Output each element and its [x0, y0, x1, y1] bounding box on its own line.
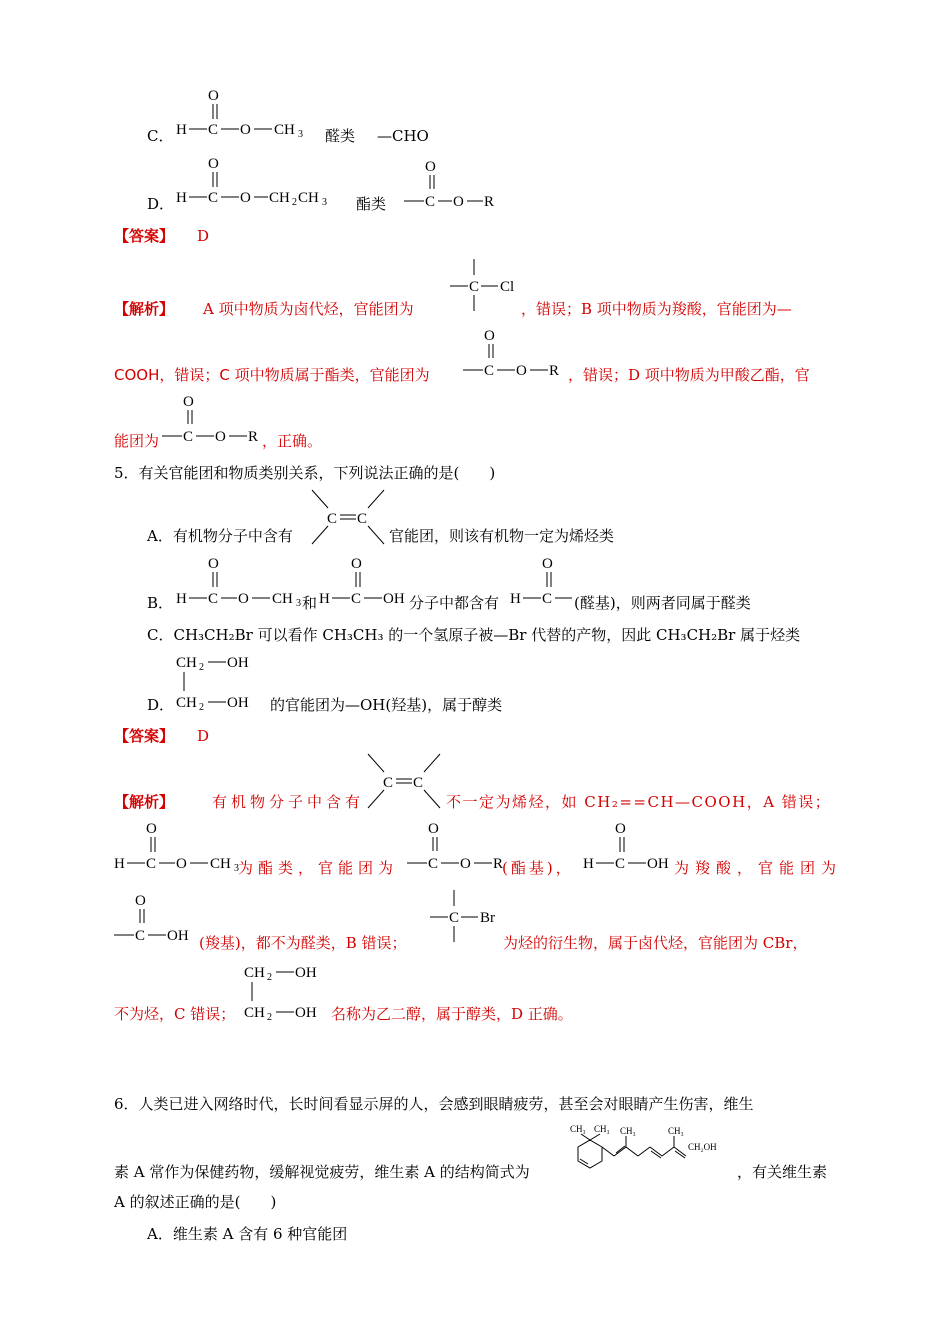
svg-text:CH: CH — [244, 1005, 265, 1021]
ester-group-formula — [404, 159, 504, 215]
analysis-text: 有机物分子中含有 — [212, 793, 365, 811]
svg-text:OH: OH — [227, 695, 249, 711]
svg-text:O: O — [615, 821, 626, 837]
svg-text:C: C — [615, 856, 626, 872]
svg-text:C: C — [357, 511, 368, 527]
haloalkane-group-formula — [450, 259, 530, 315]
svg-text:O: O — [208, 556, 219, 572]
svg-text:OH: OH — [295, 1005, 317, 1021]
methyl-formate-formula — [176, 88, 316, 148]
analysis-text: 为羧酸，官能团为 — [674, 859, 843, 877]
svg-text:C: C — [425, 194, 436, 210]
svg-text:O: O — [183, 394, 194, 410]
svg-text:H: H — [510, 591, 521, 607]
svg-text:2: 2 — [292, 197, 297, 208]
svg-text:C: C — [428, 856, 439, 872]
methyl-formate-formula — [176, 556, 306, 612]
svg-text:C: C — [449, 910, 460, 926]
ester-group-formula — [463, 328, 583, 384]
svg-text:C: C — [469, 279, 480, 295]
svg-text:OH: OH — [227, 655, 249, 671]
analysis-tag: 【解析】 — [114, 793, 175, 811]
answer-value: D — [197, 727, 210, 745]
analysis-text: 名称为乙二醇，属于醇类，D 正确。 — [331, 1005, 573, 1023]
svg-text:OH: OH — [647, 856, 669, 872]
class-label: 酯类 — [356, 195, 387, 213]
analysis-text: COOH，错误；C 项中物质属于酯类，官能团为 — [114, 366, 430, 384]
option-d-text: 的官能团为—OH(羟基)，属于醇类 — [270, 696, 503, 714]
option-letter: D． — [147, 696, 175, 714]
svg-text:CH₃: CH₃ — [620, 1126, 636, 1136]
svg-text:O: O — [542, 556, 553, 572]
svg-text:H: H — [583, 856, 594, 872]
ethylene-glycol-formula — [244, 961, 344, 1027]
svg-text:2: 2 — [267, 1012, 272, 1023]
svg-text:O: O — [135, 893, 146, 909]
svg-text:OH: OH — [295, 965, 317, 981]
svg-text:Cl: Cl — [500, 279, 515, 295]
svg-text:CH: CH — [244, 965, 265, 981]
svg-text:3: 3 — [298, 129, 303, 140]
svg-text:O: O — [176, 856, 187, 872]
svg-text:H: H — [176, 591, 187, 607]
ester-group-formula — [162, 394, 272, 450]
svg-text:O: O — [208, 156, 219, 172]
svg-text:CH: CH — [269, 190, 290, 206]
question-stem: 5．有关官能团和物质类别关系，下列说法正确的是( ) — [114, 464, 496, 482]
analysis-text: (羧基)，都不为醛类，B 错误； — [199, 934, 407, 952]
analysis-text: ，错误；D 项中物质为甲酸乙酯，官 — [568, 366, 810, 384]
vitamin-a-structure — [568, 1120, 748, 1182]
svg-text:O: O — [351, 556, 362, 572]
svg-text:CH: CH — [272, 591, 293, 607]
atom: O — [208, 88, 219, 104]
svg-text:CH: CH — [298, 190, 319, 206]
svg-text:C: C — [351, 591, 362, 607]
svg-text:O: O — [428, 821, 439, 837]
svg-text:R: R — [248, 429, 259, 445]
analysis-text: 不一定为烯烃，如 CH₂==CH—COOH，A 错误； — [446, 793, 832, 811]
svg-text:H: H — [176, 190, 187, 206]
svg-text:Br: Br — [480, 910, 495, 926]
option-b-text: (醛基)，则两者同属于醛类 — [574, 594, 751, 612]
answer-tag: 【答案】 — [114, 727, 175, 745]
svg-text:OH: OH — [383, 591, 405, 607]
option-b-text: 分子中都含有 — [409, 594, 500, 612]
analysis-text: 为酯类，官能团为 — [238, 859, 399, 877]
analysis-text: 能团为 — [114, 432, 160, 450]
svg-text:C: C — [208, 591, 219, 607]
svg-text:R: R — [493, 856, 504, 872]
svg-text:CH: CH — [210, 856, 231, 872]
svg-text:CH₃: CH₃ — [668, 1126, 684, 1136]
analysis-text: 不为烃，C 错误； — [114, 1005, 236, 1023]
option-letter: C． — [147, 127, 174, 145]
methyl-formate-formula — [114, 821, 244, 877]
svg-text:2: 2 — [199, 662, 204, 673]
svg-text:H: H — [176, 122, 187, 138]
question-stem: 6．人类已进入网络时代，长时间看显示屏的人，会感到眼睛疲劳，甚至会对眼睛产生伤害，维生 — [114, 1095, 754, 1113]
analysis-text: ，错误；B 项中物质为羧酸，官能团为— — [521, 300, 792, 318]
option-letter: D． — [147, 195, 175, 213]
functional-group: —CHO — [377, 127, 429, 145]
analysis-text: A 项中物质为卤代烃，官能团为 — [203, 300, 414, 318]
alkene-group-formula — [366, 752, 446, 812]
ethylene-glycol-formula — [176, 651, 276, 717]
bromoalkane-group-formula — [430, 890, 510, 946]
analysis-text: ，正确。 — [262, 432, 323, 450]
question-stem: A 的叙述正确的是( ) — [114, 1193, 277, 1211]
svg-text:C: C — [413, 775, 424, 791]
svg-text:3: 3 — [322, 197, 327, 208]
option-a-text: 官能团，则该有机物一定为烯烃类 — [389, 527, 615, 545]
svg-text:R: R — [484, 194, 495, 210]
svg-text:O: O — [238, 591, 249, 607]
svg-text:C: C — [208, 122, 219, 138]
svg-text:C: C — [542, 591, 553, 607]
svg-text:H: H — [114, 856, 125, 872]
svg-text:C: C — [183, 429, 194, 445]
svg-text:O: O — [460, 856, 471, 872]
svg-text:3: 3 — [296, 598, 301, 609]
formic-acid-formula — [319, 556, 419, 612]
svg-text:3: 3 — [234, 863, 239, 874]
question-stem: 素 A 常作为保健药物，缓解视觉疲劳，维生素 A 的结构简式为 — [114, 1163, 530, 1181]
svg-text:O: O — [240, 122, 251, 138]
svg-text:2: 2 — [199, 702, 204, 713]
svg-text:C: C — [208, 190, 219, 206]
ethyl-formate-formula — [176, 156, 346, 216]
svg-text:OH: OH — [167, 928, 189, 944]
svg-text:CH: CH — [176, 655, 197, 671]
svg-text:2: 2 — [267, 972, 272, 983]
svg-text:O: O — [425, 159, 436, 175]
aldehyde-group-formula — [510, 556, 580, 612]
svg-text:CH₃: CH₃ — [594, 1124, 610, 1134]
svg-text:O: O — [484, 328, 495, 344]
svg-text:C: C — [146, 856, 157, 872]
svg-text:O: O — [215, 429, 226, 445]
svg-text:C: C — [135, 928, 146, 944]
question-stem: ，有关维生素 — [737, 1163, 828, 1181]
class-label: 醛类 — [325, 127, 356, 145]
ester-group-formula — [407, 821, 517, 877]
svg-text:H: H — [319, 591, 330, 607]
analysis-tag: 【解析】 — [114, 300, 175, 318]
svg-text:O: O — [240, 190, 251, 206]
svg-text:CH: CH — [176, 695, 197, 711]
option-a-text: A．维生素 A 含有 6 种官能团 — [147, 1225, 348, 1243]
alkene-group-formula — [310, 488, 390, 548]
analysis-text: (酯基)， — [502, 859, 574, 877]
svg-text:R: R — [549, 363, 560, 379]
option-c-text: C．CH₃CH₂Br 可以看作 CH₃CH₃ 的一个氢原子被—Br 代替的产物，因此 CH₃CH₂Br 属于烃类 — [147, 626, 801, 644]
answer-value: D — [197, 227, 210, 245]
formic-acid-formula — [583, 821, 683, 877]
analysis-text: 为烃的衍生物，属于卤代烃，官能团为 CBr， — [503, 934, 808, 952]
answer-tag: 【答案】 — [114, 227, 175, 245]
svg-text:O: O — [516, 363, 527, 379]
option-letter: B． — [147, 594, 174, 612]
svg-text:O: O — [453, 194, 464, 210]
option-a-text: A．有机物分子中含有 — [147, 527, 293, 545]
option-b-text: 和 — [302, 594, 318, 612]
svg-text:CH: CH — [274, 122, 295, 138]
svg-text:C: C — [484, 363, 495, 379]
svg-text:C: C — [383, 775, 394, 791]
svg-text:CH₂OH: CH₂OH — [688, 1142, 717, 1152]
svg-text:CH₃: CH₃ — [570, 1124, 586, 1134]
svg-text:C: C — [327, 511, 338, 527]
svg-text:O: O — [146, 821, 157, 837]
